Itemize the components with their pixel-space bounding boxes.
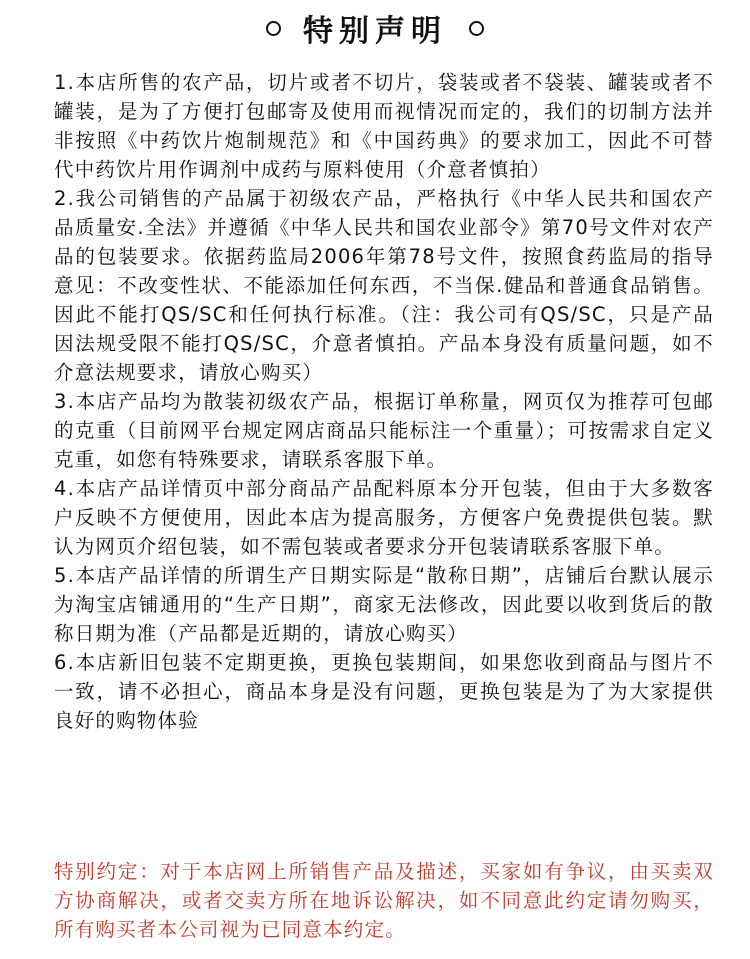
clause-1: 1.本店所售的农产品，切片或者不切片，袋装或者不袋装、罐装或者不罐装，是为了方便打包邮寄及使用而视情况而定的，我们的切制方法并非按照《中药饮片炮制规范》和《中国药典》的要求加工，因此不可替代中药饮片用作调剂中成药与原料使用（介意者慎拍） — [54, 71, 714, 181]
clause-2: 2.我公司销售的产品属于初级农产品，严格执行《中华人民共和国农产品质量安.全法》并遵循《中华人民共和国农业部令》第70号文件对农产品的包装要求。依据药监局2006年第78号文件，按照食药监局的指导意见：不改变性状、不能添加任何东西，不当保.健品和普通食品销售。因此不能打QS/SC和任何执行标准。（注：我公司有QS/SC，只是产品因法规受限不能打QS/SC，介意者慎拍。产品本身没有质量问题，如不介意法规要求，请放心购买） — [54, 187, 714, 384]
declaration-body — [54, 68, 714, 735]
declaration-header — [0, 6, 750, 50]
clause-6: 6.本店新旧包装不定期更换，更换包装期间，如果您收到商品与图片不一致，请不必担心，商品本身是没有问题，更换包装是为了为大家提供良好的购物体验 — [54, 651, 714, 732]
clause-4: 4.本店产品详情页中部分商品产品配料原本分开包装，但由于大多数客户反映不方便使用，因此本店为提高服务，方便客户免费提供包装。默认为网页介绍包装，如不需包装或者要求分开包装请联系客服下单。 — [54, 477, 714, 558]
clause-3: 3.本店产品均为散装初级农产品，根据订单称量，网页仅为推荐可包邮的克重（目前网平台规定网店商品只能标注一个重量）；可按需求自定义克重，如您有特殊要求，请联系客服下单。 — [54, 390, 714, 471]
clause-5: 5.本店产品详情的所谓生产日期实际是“散称日期”，店铺后台默认展示为淘宝店铺通用的“生产日期”，商家无法修改，因此要以收到货后的散称日期为准（产品都是近期的，请放心购买） — [54, 564, 714, 645]
special-agreement-notice: 特别约定：对于本店网上所销售产品及描述，买家如有争议，由买卖双方协商解决，或者交卖方所在地诉讼解决，如不同意此约定请勿购买，所有购买者本公司视为已同意本约定。 — [54, 860, 714, 941]
circle-left-icon — [266, 21, 281, 36]
page-title: 特别声明 — [303, 14, 447, 49]
circle-right-icon — [469, 21, 484, 36]
